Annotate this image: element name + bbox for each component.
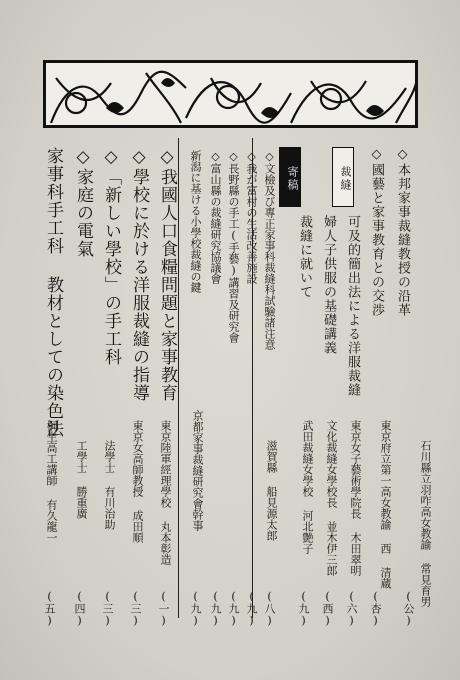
toc-entry-title: ◇國藝と家事教育との交渉 — [369, 147, 384, 317]
toc-entry-title: ◇我國人口食糧問題と家事教育 — [157, 147, 177, 402]
section-divider — [178, 138, 179, 618]
toc-entry-author: 東京府立第一高女教諭 西 清蔵 — [379, 420, 392, 589]
toc-entry-title: ◇我が富村の生活改善施設 — [245, 150, 258, 284]
toc-entry-page: (九) — [245, 590, 258, 627]
toc-entry-title: 可及的簡出法による洋服裁縫 — [345, 215, 360, 397]
toc-entry-author: 東京陸軍經理學校 丸本彰造 — [159, 420, 172, 565]
toc-entry — [396, 147, 409, 617]
toc-entry-title: ◇富山縣の裁縫研究協議會 — [209, 150, 222, 284]
toc-entry-title: 婦人子供服の基礎講義 — [321, 215, 336, 355]
decorative-header-banner — [43, 60, 418, 128]
category-label-box: 寄稿 — [279, 147, 301, 207]
toc-entry-title: 裁縫に就いて — [297, 215, 312, 299]
toc-entry-page: (四) — [73, 590, 86, 627]
toc-entry-author: 法學士 有川治助 — [103, 440, 116, 530]
toc-entry-title: ◇本邦家事裁縫教授の沿革 — [395, 147, 410, 317]
toc-entry-title: 家事科手工科 教材としての染色法 — [43, 147, 63, 438]
toc-entry-page: (六) — [345, 590, 358, 627]
toc-entry-author: 京都家事裁縫研究會幹事 — [191, 410, 204, 531]
toc-entry-page: (九) — [227, 590, 240, 627]
toc-entry-page: (公) — [402, 590, 415, 627]
toc-entry-author: 工學士 勝重廣 — [75, 440, 88, 519]
toc-entry-author: 滋賀縣 船見源太郎 — [265, 440, 278, 541]
toc-entry-author: 武田裁縫女學校 河北艶子 — [301, 420, 314, 554]
category-label-box: 裁縫 — [332, 147, 354, 207]
toc-entry-page: (九) — [189, 590, 202, 627]
toc-entry-title: 新潟に基ける小學校裁縫の鍵 — [189, 150, 202, 293]
toc-entry-author: 東京女子藝術學院長 木田翠明 — [349, 420, 362, 576]
toc-entry-page: (八) — [263, 590, 276, 627]
toc-entry-title: ◇文檢及び專正家事科裁縫科試驗諸注意 — [263, 150, 276, 350]
toc-entry-author: 石川縣立羽咋高女教諭 常見育男 — [419, 440, 432, 607]
toc-entry-author: 桐生高工講師 有久龍一 — [45, 420, 58, 543]
toc-entry-title: ◇家庭の電氣 — [73, 147, 93, 258]
toc-entry-page: (三) — [129, 590, 142, 627]
toc-entry-page: (九) — [209, 590, 222, 627]
toc-entry-title: ◇學校に於ける洋服裁縫の指導 — [129, 147, 149, 402]
toc-entry-author: 文化裁縫女學校長 並木伊三郎 — [325, 420, 338, 576]
toc-entry-page: (五) — [43, 590, 56, 627]
toc-entry-title: ◇「新しい學校」の手工科 — [101, 147, 121, 366]
toc-entry-page: (杏) — [369, 590, 382, 627]
toc-entry-page: (一) — [157, 590, 170, 627]
toc-entry-page: (三) — [101, 590, 114, 627]
toc-entry-page: (西) — [321, 590, 334, 627]
toc-entry-author: 東京女高師教授 成田順 — [131, 420, 144, 543]
toc-entry-page: (九) — [297, 590, 310, 627]
toc-entry-title: ◇長野縣の手工(手藝)講習及研究會 — [227, 150, 240, 343]
floral-pattern-icon — [46, 63, 418, 128]
